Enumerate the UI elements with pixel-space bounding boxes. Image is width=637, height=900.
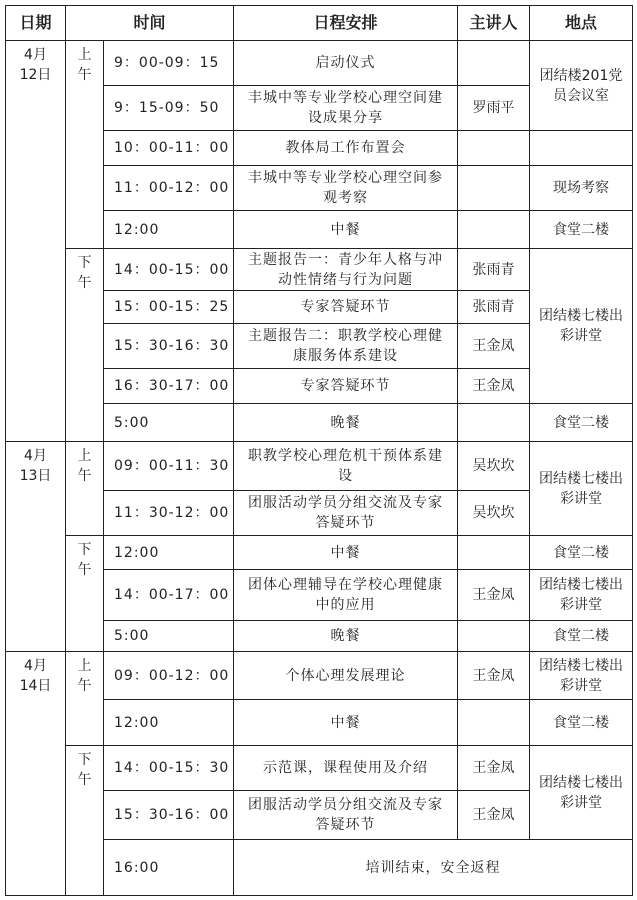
venue-cell: 团结楼201党员会议室 [529, 40, 633, 131]
time-cell: 16：30-17：00 [103, 368, 234, 404]
time-cell: 09：00-12：00 [103, 651, 234, 700]
period-cell-line1: 上 [77, 448, 92, 464]
period-cell [65, 651, 104, 746]
period-cell [65, 40, 104, 249]
program-cell: 晚餐 [233, 620, 458, 652]
header-time: 时间 [65, 5, 234, 41]
program-cell: 职教学校心理危机干预体系建设 [233, 441, 458, 491]
header-venue: 地点 [529, 5, 633, 41]
program-cell: 丰城中等专业学校心理空间参观考察 [233, 165, 458, 211]
speaker-cell [457, 699, 530, 746]
time-cell: 15：00-15：25 [103, 290, 234, 324]
time-cell: 11：30-12：00 [103, 490, 234, 536]
venue-cell: 团结楼七楼出彩讲堂 [529, 569, 633, 621]
time-cell: 12:00 [103, 535, 234, 570]
speaker-cell: 罗雨平 [457, 85, 530, 131]
venue-cell: 食堂二楼 [529, 620, 633, 652]
period-cell-line2: 午 [77, 562, 92, 578]
program-cell: 团服活动学员分组交流及专家答疑环节 [233, 490, 458, 536]
period-cell [65, 441, 104, 536]
speaker-cell: 张雨青 [457, 290, 530, 324]
time-cell: 12:00 [103, 210, 234, 249]
period-cell-line2: 午 [77, 275, 92, 291]
speaker-cell [457, 535, 530, 570]
speaker-cell [457, 403, 530, 442]
speaker-cell: 王金凤 [457, 745, 530, 791]
program-cell: 示范课，课程使用及介绍 [233, 745, 458, 791]
program-cell: 中餐 [233, 210, 458, 249]
speaker-cell [457, 40, 530, 86]
day-cell-line2: 12日 [19, 67, 52, 83]
header-date: 日期 [5, 5, 66, 41]
period-cell-line1: 上 [77, 658, 92, 674]
time-cell: 14：00-15：00 [103, 248, 234, 291]
speaker-cell [457, 165, 530, 211]
speaker-cell: 王金凤 [457, 368, 530, 404]
period-cell-line2: 午 [77, 772, 92, 788]
time-cell: 15：30-16：00 [103, 790, 234, 840]
time-cell: 9：00-09：15 [103, 40, 234, 86]
day-cell-line2: 14日 [19, 678, 52, 694]
program-cell: 个体心理发展理论 [233, 651, 458, 700]
venue-cell: 团结楼七楼出彩讲堂 [529, 745, 633, 840]
program-cell: 中餐 [233, 699, 458, 746]
day-cell-line1: 4月 [24, 448, 47, 464]
venue-cell: 食堂二楼 [529, 535, 633, 570]
program-cell: 晚餐 [233, 403, 458, 442]
day-cell-line1: 4月 [24, 47, 47, 63]
time-cell: 15：30-16：30 [103, 323, 234, 369]
venue-cell: 团结楼七楼出彩讲堂 [529, 248, 633, 404]
venue-cell: 食堂二楼 [529, 699, 633, 746]
venue-cell: 团结楼七楼出彩讲堂 [529, 651, 633, 700]
speaker-cell: 王金凤 [457, 569, 530, 621]
program-cell: 主题报告二：职教学校心理健康服务体系建设 [233, 323, 458, 369]
time-cell: 14：00-15：30 [103, 745, 234, 791]
venue-cell: 食堂二楼 [529, 210, 633, 249]
program-cell: 团服活动学员分组交流及专家答疑环节 [233, 790, 458, 840]
period-cell [65, 248, 104, 442]
day-cell [5, 40, 66, 442]
time-cell: 10：00-11：00 [103, 130, 234, 166]
period-cell-line1: 下 [77, 542, 92, 558]
speaker-cell: 张雨青 [457, 248, 530, 291]
schedule-table [5, 5, 632, 895]
program-cell: 中餐 [233, 535, 458, 570]
period-cell-line1: 下 [77, 752, 92, 768]
program-cell: 教体局工作布置会 [233, 130, 458, 166]
venue-cell: 现场考察 [529, 165, 633, 211]
period-cell-line2: 午 [77, 678, 92, 694]
time-cell: 12:00 [103, 699, 234, 746]
speaker-cell: 王金凤 [457, 790, 530, 840]
speaker-cell: 吴坎坎 [457, 441, 530, 491]
time-cell: 14：00-17：00 [103, 569, 234, 621]
program-cell: 团体心理辅导在学校心理健康中的应用 [233, 569, 458, 621]
day-cell-line2: 13日 [19, 468, 52, 484]
period-cell-line1: 下 [77, 255, 92, 271]
day-cell-line1: 4月 [24, 658, 47, 674]
program-cell: 启动仪式 [233, 40, 458, 86]
period-cell-line1: 上 [77, 47, 92, 63]
venue-cell [529, 130, 633, 166]
venue-cell: 食堂二楼 [529, 403, 633, 442]
time-cell: 16:00 [103, 839, 234, 896]
venue-cell: 团结楼七楼出彩讲堂 [529, 441, 633, 536]
program-cell: 专家答疑环节 [233, 368, 458, 404]
speaker-cell: 吴坎坎 [457, 490, 530, 536]
program-cell: 丰城中等专业学校心理空间建设成果分享 [233, 85, 458, 131]
program-cell: 专家答疑环节 [233, 290, 458, 324]
header-speaker: 主讲人 [457, 5, 530, 41]
speaker-cell [457, 620, 530, 652]
time-cell: 09：00-11：30 [103, 441, 234, 491]
time-cell: 9：15-09：50 [103, 85, 234, 131]
period-cell-line2: 午 [77, 67, 92, 83]
time-cell: 5:00 [103, 620, 234, 652]
header-program: 日程安排 [233, 5, 458, 41]
speaker-cell [457, 210, 530, 249]
day-cell [5, 651, 66, 896]
time-cell: 11：00-12：00 [103, 165, 234, 211]
program-cell: 培训结束，安全返程 [233, 839, 633, 896]
time-cell: 5:00 [103, 403, 234, 442]
speaker-cell: 王金凤 [457, 323, 530, 369]
period-cell-line2: 午 [77, 468, 92, 484]
speaker-cell [457, 130, 530, 166]
period-cell [65, 535, 104, 652]
speaker-cell: 王金凤 [457, 651, 530, 700]
day-cell [5, 441, 66, 652]
program-cell: 主题报告一：青少年人格与冲动性情绪与行为问题 [233, 248, 458, 291]
period-cell [65, 745, 104, 896]
